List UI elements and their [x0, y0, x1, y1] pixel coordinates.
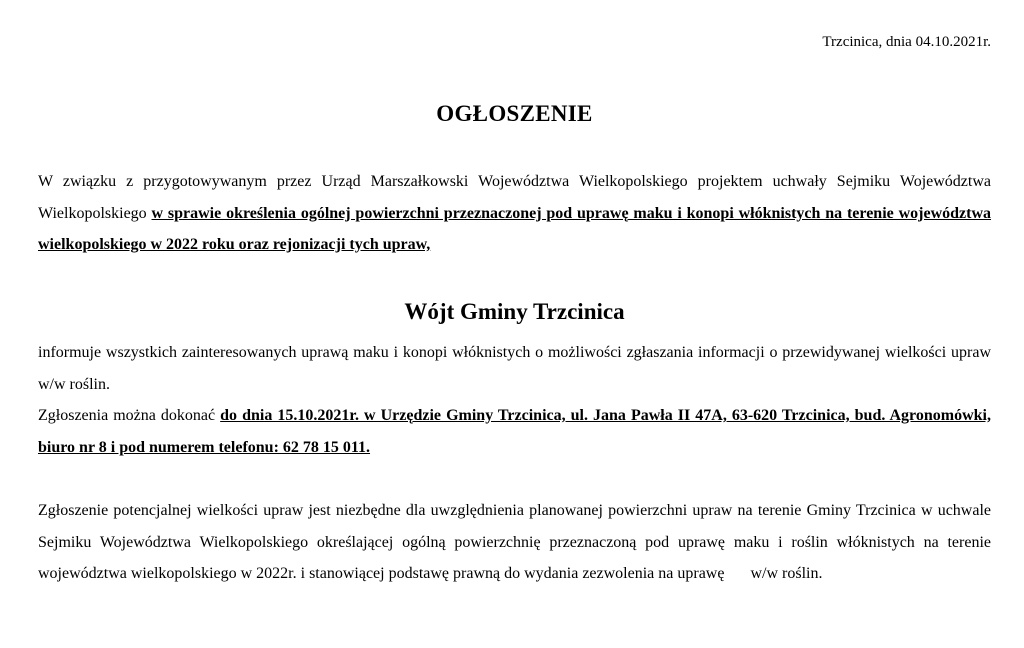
submission-paragraph: [38, 400, 991, 463]
section-heading: Wójt Gminy Trzcinica: [404, 299, 625, 324]
inform-paragraph: informuje wszystkich zainteresowanych uprawą maku i konopi włóknistych o możliwości zgłaszania informacji o przewidywanej wielkości upraw w/w roślin.: [38, 344, 991, 393]
submission-bold-text: do dnia 15.10.2021r. w Urzędzie Gminy Trzcinica, ul. Jana Pawła II 47A, 63-620 Trzcinica, bud. Agronomówki, biuro nr 8 i pod numerem telefonu: 62 78 15 011.: [38, 407, 991, 456]
date-line: Trzcinica, dnia 04.10.2021r.: [822, 34, 991, 50]
submission-text: Zgłoszenia można dokonać: [38, 407, 221, 424]
intro-paragraph: [38, 166, 991, 261]
intro-bold-text: w sprawie określenia ogólnej powierzchni przeznaczonej pod uprawę maku i konopi włóknistych na terenie województwa wielkopolskiego w 2022 roku oraz rejonizacji tych upraw,: [38, 204, 992, 253]
closing-text: Zgłoszenie potencjalnej wielkości upraw jest niezbędne dla uwzględnienia planowanej powierzchni upraw na terenie Gminy Trzcinica w uchwale Sejmiku Województwa Wielkopolskiego określającej ogólną powierzchnię przeznaczoną pod uprawę maku i roślin włóknistych na terenie województwa wielkopolskiego w 2022r. i stanowiącej podstawę prawną do wydania zezwolenia na uprawę: [38, 502, 991, 582]
intro-text: W związku z przygotowywanym przez Urząd Marszałkowski Województwa Wielkopolskiego projektem uchwały Sejmiku Województwa Wielkopolskiego: [38, 173, 991, 222]
closing-tail: w/w roślin.: [750, 565, 823, 582]
closing-paragraph: [38, 495, 991, 590]
document-title: OGŁOSZENIE: [436, 101, 593, 126]
